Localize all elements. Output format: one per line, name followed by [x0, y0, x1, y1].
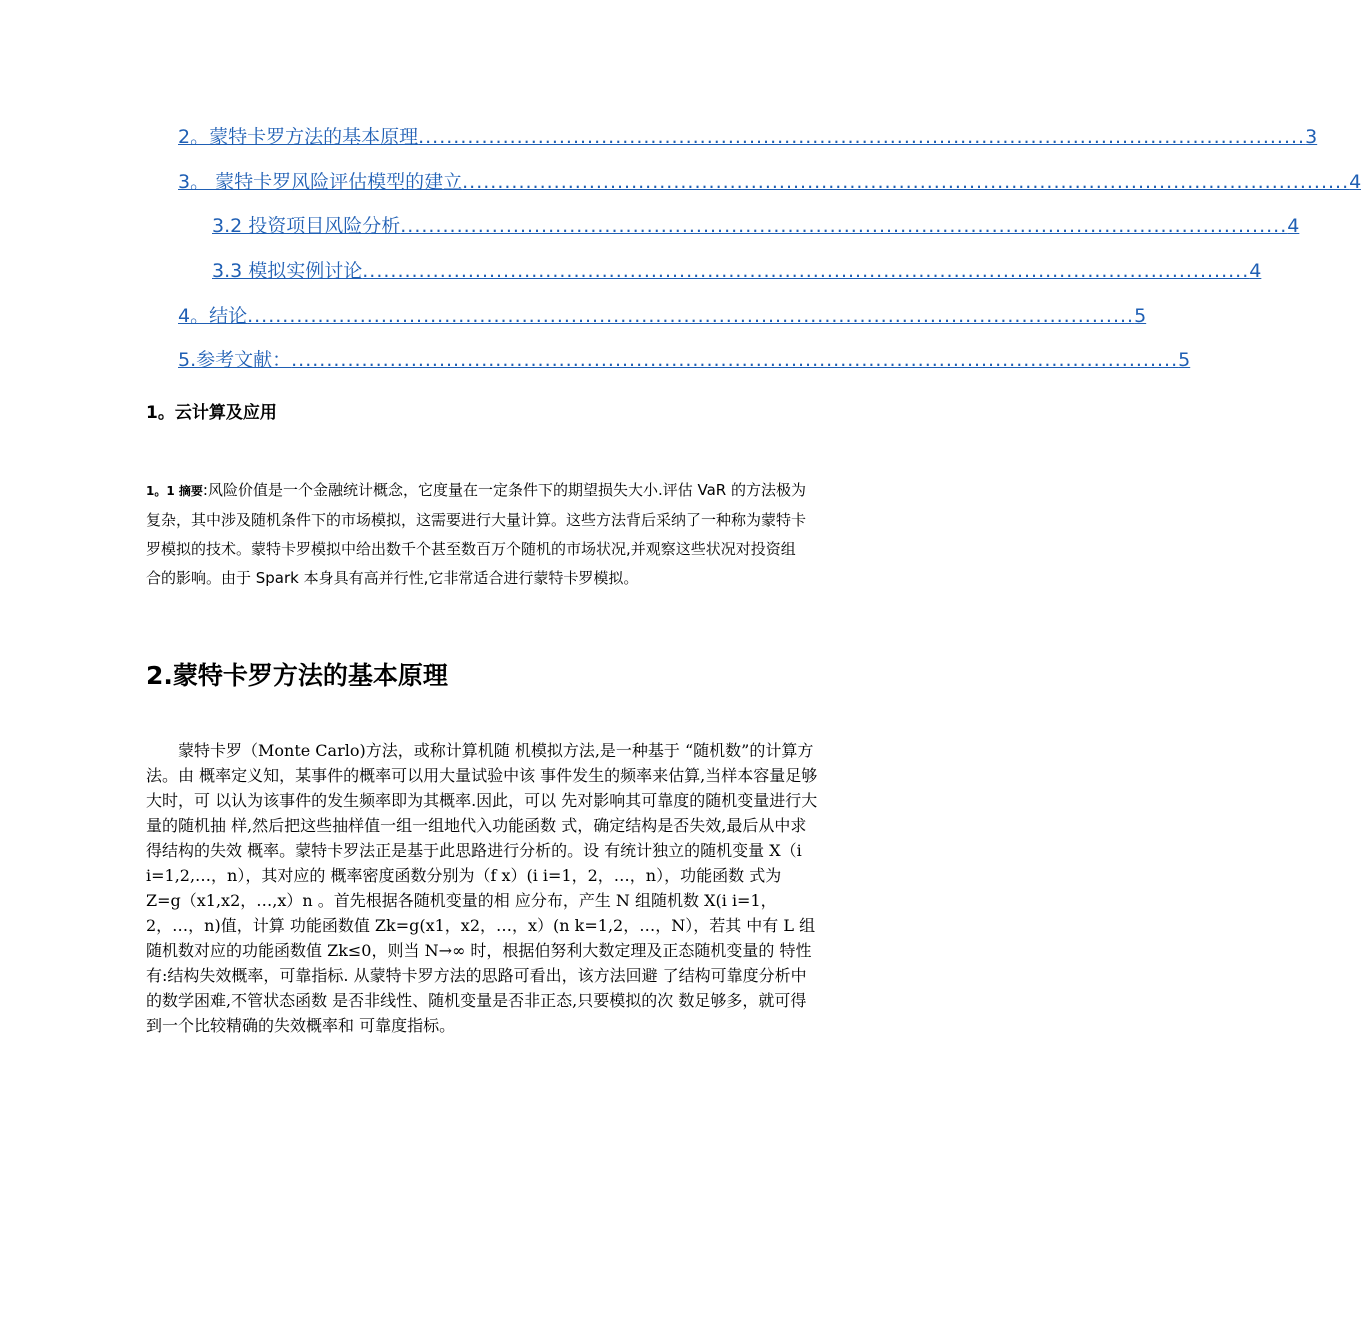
toc-leader-dots: ..............................................................................................................................: [462, 171, 1350, 193]
toc-page-number: 4: [1287, 215, 1300, 237]
section2-body-paragraph: 蒙特卡罗（Monte Carlo)方法，或称计算机随 机模拟方法,是一种基于 “随机数”的计算方法。由 概率定义知，某事件的概率可以用大量试验中该 事件发生的频率来估算,当样本容量足够大时，可 以认为该事件的发生频率即为其概率.因此，可以 先对影响其可靠度的随机变量进行大量的随机抽 样,然后把这些抽样值一组一组地代入功能函数 式，确定结构是否失效,最后从中求得结构的失效 概率。蒙特卡罗法正是基于此思路进行分析的。设 有统计独立的随机变量 X（i i=1,2,…，n），其对应的 概率密度函数分别为（f x）(i i=1，2，…，n），功能函数 式为 Z=g（x1,x2，…,x）n 。首先根据各随机变量的相 应分布，产生 N 组随机数 X(i i=1，2，…，n)值，计算 功能函数值 Zk=g(x1，x2，…，x）(n k=1,2，…，N），若其 中有 L 组随机数对应的功能函数值 Zk≤0，则当 N→∞ 时，根据伯努利大数定理及正态随机变量的 特性有:结构失效概率，可靠指标. 从蒙特卡罗方法的思路可看出，该方法回避 了结构可靠度分析中的数学困难,不管状态函数 是否非线性、随机变量是否非正态,只要模拟的次 数足够多，就可得到一个比较精确的失效概率和 可靠度指标。: [146, 741, 818, 1035]
toc-entry-model-building[interactable]: [178, 170, 1361, 194]
toc-leader-dots: ..............................................................................................................................: [418, 126, 1306, 148]
toc-leader-dots: ..............................................................................................................................: [400, 215, 1288, 237]
toc-entry-simulation-example[interactable]: [212, 259, 1262, 283]
toc-entry-references[interactable]: [178, 348, 1191, 372]
abstract-text: :风险价值是一个金融统计概念，它度量在一定条件下的期望损失大小.评估 VaR 的方法极为复杂，其中涉及随机条件下的市场模拟，这需要进行大量计算。这些方法背后采纳了一种称为蒙特卡罗模拟的技术。蒙特卡罗模拟中给出数千个甚至数百万个随机的市场状况,并观察这些状况对投资组合的影响。由于 Spark 本身具有高并行性,它非常适合进行蒙特卡罗模拟。: [146, 481, 807, 587]
section2-heading: 2.蒙特卡罗方法的基本原理: [146, 661, 448, 690]
toc-page-number: 4: [1249, 260, 1262, 282]
abstract-paragraph: [146, 476, 810, 593]
toc-entry-risk-analysis[interactable]: [212, 214, 1300, 238]
toc-page-number: 3: [1305, 126, 1318, 148]
toc-entry-title: 5.参考文献：: [178, 349, 292, 371]
toc-entry-title: 4。结论: [178, 305, 248, 327]
toc-page-number: 5: [1134, 305, 1147, 327]
toc-leader-dots: ..............................................................................................................................: [247, 305, 1135, 327]
toc-page-number: 4: [1349, 171, 1361, 193]
toc-leader-dots: ..............................................................................................................................: [362, 260, 1250, 282]
toc-entry-conclusion[interactable]: [178, 304, 1147, 328]
toc-leader-dots: ..............................................................................................................................: [291, 349, 1179, 371]
section1-heading: 1。云计算及应用: [146, 403, 277, 423]
toc-entry-title: 2。蒙特卡罗方法的基本原理: [178, 126, 419, 148]
toc-entry-title: 3。 蒙特卡罗风险评估模型的建立: [178, 171, 463, 193]
abstract-lead: 1。1 摘要: [146, 484, 203, 498]
toc-page-number: 5: [1178, 349, 1191, 371]
toc-entry-basic-principle[interactable]: [178, 125, 1318, 149]
toc-entry-title: 3.2 投资项目风险分析: [212, 215, 401, 237]
toc-entry-title: 3.3 模拟实例讨论: [212, 260, 363, 282]
